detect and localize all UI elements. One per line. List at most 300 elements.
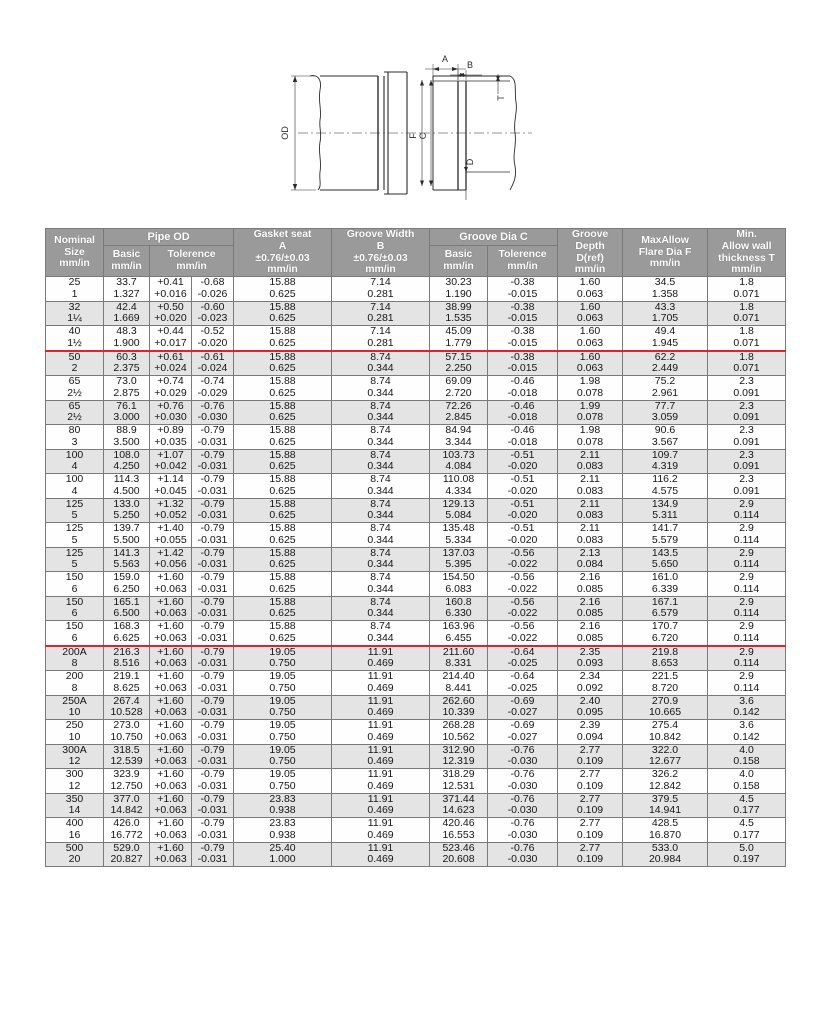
cell-groove-dia-c-basic-in: 10.562 [442,730,475,743]
cell-max-flare-dia-f-mm: 49.4 [654,325,676,337]
cell-groove-dia-c-tolerance [488,842,558,867]
cell-groove-depth-d [558,572,623,597]
cell-groove-dia-c-basic-mm: 135.48 [442,522,475,534]
cell-gasket-seat-a [234,351,332,376]
cell-groove-dia-c-tolerance [488,301,558,326]
cell-groove-dia-c-tolerance [488,671,558,696]
cell-groove-width-b-in: 0.344 [367,435,394,448]
cell-groove-depth-d [558,301,623,326]
cell-groove-depth-d [558,769,623,794]
table-row [46,351,786,376]
cell-pipe-od-tolerance-minus-in: -0.031 [197,435,228,448]
cell-pipe-od-tolerance-plus-in: +0.056 [154,558,187,571]
cell-groove-depth-d-in: 0.109 [576,804,604,817]
cell-min-wall-thickness-t-in: 0.177 [733,828,760,841]
col-header-max-flare-dia-f [623,229,708,277]
cell-nominal-size [46,818,104,843]
cell-max-flare-dia-f [623,425,708,450]
cell-pipe-od-tolerance-plus-in: +0.045 [154,484,187,497]
cell-pipe-od-tolerance-minus-in: -0.031 [197,582,228,595]
cell-groove-dia-c-basic [430,449,488,474]
cell-pipe-od-tolerance-minus-mm: -0.79 [200,768,225,780]
col-header-nominal-size [46,229,104,277]
cell-groove-dia-c-tolerance-mm: -0.46 [510,424,535,436]
cell-groove-depth-d [558,793,623,818]
cell-groove-dia-c-basic-mm: 420.46 [442,817,475,829]
cell-pipe-od-tolerance-minus-in: -0.031 [197,657,228,670]
cell-pipe-od-tolerance-plus-mm: +1.42 [157,546,184,559]
cell-groove-depth-d-mm: 2.11 [580,522,600,534]
cell-groove-dia-c-tolerance-in: -0.030 [507,828,538,841]
cell-groove-depth-d-in: 0.109 [576,755,604,768]
cell-groove-dia-c-tolerance-mm: -0.76 [510,768,535,780]
cell-groove-depth-d-mm: 2.77 [579,743,601,756]
cell-groove-depth-d-in: 0.063 [576,362,604,375]
cell-groove-depth-d [558,498,623,523]
cell-pipe-od-tolerance-plus-in: +0.063 [154,681,187,694]
cell-gasket-seat-a-in: 0.625 [269,460,296,473]
cell-groove-width-b [332,720,430,745]
cell-max-flare-dia-f-mm: 167.1 [651,595,679,608]
cell-nominal-size-mm: 100 [65,448,84,461]
cell-gasket-seat-a-in: 0.625 [269,287,296,300]
cell-pipe-od-basic-mm: 76.1 [116,399,137,412]
cell-gasket-seat-a-in: 0.750 [269,730,296,743]
cell-min-wall-thickness-t-in: 0.158 [733,779,760,792]
cell-min-wall-thickness-t-mm: 2.9 [739,546,754,559]
diagram-label-d: D [464,158,475,166]
cell-nominal-size [46,400,104,425]
cell-groove-dia-c-tolerance-mm: -0.56 [510,571,535,583]
cell-max-flare-dia-f-in: 4.575 [651,484,679,497]
cell-groove-dia-c-tolerance-in: -0.020 [507,509,538,522]
cell-groove-dia-c-tolerance-in: -0.022 [507,582,538,595]
cell-groove-dia-c-basic [430,744,488,769]
cell-pipe-od-tolerance-minus-mm: -0.79 [200,817,225,829]
cell-groove-dia-c-tolerance-mm: -0.38 [510,300,535,313]
cell-pipe-od-tolerance-minus [192,474,234,499]
cell-nominal-size [46,744,104,769]
cell-pipe-od-tolerance-minus-mm: -0.79 [200,719,225,731]
cell-nominal-size-mm: 50 [68,350,81,363]
cell-pipe-od-basic [104,400,150,425]
cell-pipe-od-tolerance-plus [150,498,192,523]
cell-gasket-seat-a-mm: 25.40 [269,841,296,854]
cell-groove-dia-c-tolerance-mm: -0.38 [510,350,535,363]
cell-min-wall-thickness-t [708,695,786,720]
cell-max-flare-dia-f-mm: 170.7 [651,620,679,632]
header-row-top [46,229,786,246]
cell-nominal-size-mm: 125 [65,522,84,534]
cell-max-flare-dia-f-mm: 219.8 [651,645,679,658]
cell-pipe-od-tolerance-plus [150,376,192,401]
col-header-groove-dia-c: Groove Dia C [430,229,558,246]
cell-groove-width-b-mm: 11.91 [367,743,394,756]
cell-groove-depth-d-in: 0.085 [576,582,604,595]
cell-min-wall-thickness-t [708,769,786,794]
cell-pipe-od-tolerance-plus-mm: +1.07 [157,448,184,461]
cell-max-flare-dia-f [623,523,708,548]
cell-groove-depth-d [558,425,623,450]
cell-pipe-od-basic-in: 6.250 [113,582,140,595]
cell-pipe-od-tolerance-plus [150,547,192,572]
cell-nominal-size-mm: 150 [65,595,84,608]
cell-groove-depth-d-in: 0.083 [576,533,604,546]
cell-pipe-od-tolerance-plus [150,695,192,720]
cell-groove-width-b [332,818,430,843]
col-header-od-basic [104,245,150,276]
cell-groove-dia-c-basic-mm: 163.96 [442,620,475,632]
cell-min-wall-thickness-t-in: 0.114 [733,509,760,522]
cell-pipe-od-basic-in: 14.842 [110,804,143,817]
cell-nominal-size [46,425,104,450]
cell-pipe-od-tolerance-plus [150,596,192,621]
cell-nominal-size-in: 8 [71,681,78,694]
cell-min-wall-thickness-t-mm: 3.6 [739,694,754,707]
col-header-od-tolerance [150,245,234,276]
cell-groove-dia-c-tolerance [488,474,558,499]
cell-pipe-od-basic-in: 12.750 [110,779,143,792]
groove-depth-line1: Groove [571,228,609,240]
cell-max-flare-dia-f-in: 8.653 [651,657,679,670]
cell-groove-dia-c-tolerance-in: -0.018 [507,411,538,424]
col-header-c-basic [430,245,488,276]
cell-groove-width-b-in: 0.281 [367,312,394,325]
cell-groove-depth-d-in: 0.063 [576,287,604,300]
cell-min-wall-thickness-t-mm: 5.0 [739,841,754,854]
cell-max-flare-dia-f-mm: 533.0 [651,841,679,854]
cell-min-wall-thickness-t-mm: 3.6 [739,719,754,731]
cell-max-flare-dia-f [623,547,708,572]
cell-groove-dia-c-tolerance-mm: -0.46 [510,375,535,387]
cell-groove-dia-c-basic [430,425,488,450]
cell-nominal-size [46,474,104,499]
cell-nominal-size-in: 2 [71,362,78,375]
cell-pipe-od-tolerance-plus [150,351,192,376]
cell-groove-dia-c-basic [430,596,488,621]
cell-groove-depth-d-mm: 2.11 [580,497,600,510]
cell-groove-depth-d-mm: 1.60 [579,350,601,363]
cell-pipe-od-tolerance-minus [192,842,234,867]
gasket-seat-line4: mm/in [267,263,298,276]
cell-groove-depth-d-in: 0.083 [576,509,604,522]
cell-groove-dia-c-basic [430,523,488,548]
cell-gasket-seat-a [234,498,332,523]
cell-groove-dia-c-tolerance [488,523,558,548]
cell-gasket-seat-a-mm: 15.88 [269,595,296,608]
cell-groove-width-b [332,449,430,474]
cell-nominal-size [46,720,104,745]
cell-pipe-od-tolerance-plus-in: +0.063 [154,657,187,670]
cell-groove-depth-d-in: 0.078 [576,411,604,424]
cell-pipe-od-tolerance-minus-mm: -0.79 [200,424,225,436]
cell-min-wall-thickness-t-mm: 1.8 [739,276,754,288]
cell-pipe-od-tolerance-plus-in: +0.063 [154,706,187,719]
cell-groove-depth-d [558,449,623,474]
cell-pipe-od-tolerance-plus-in: +0.020 [154,312,187,325]
cell-max-flare-dia-f-mm: 34.5 [654,276,676,288]
cell-groove-width-b-in: 0.469 [367,681,394,694]
cell-max-flare-dia-f-mm: 62.2 [654,350,676,363]
cell-pipe-od-tolerance-minus [192,277,234,302]
cell-gasket-seat-a-in: 0.750 [269,657,296,670]
table-row [46,572,786,597]
cell-pipe-od-tolerance-minus [192,523,234,548]
cell-min-wall-thickness-t [708,376,786,401]
diagram-label-od: OD [279,126,290,140]
cell-nominal-size-in: 1½ [67,336,82,349]
cell-groove-depth-d [558,842,623,867]
cell-min-wall-thickness-t-in: 0.114 [733,681,760,694]
cell-groove-dia-c-basic-in: 10.339 [442,706,475,719]
cell-groove-depth-d-in: 0.094 [576,730,604,743]
cell-groove-depth-d-in: 0.084 [576,558,604,571]
cell-groove-dia-c-basic-mm: 45.09 [445,325,472,337]
cell-groove-width-b-in: 0.344 [367,607,394,620]
cell-gasket-seat-a-in: 0.625 [269,411,296,424]
cell-groove-width-b-in: 0.344 [367,558,394,571]
cell-max-flare-dia-f-mm: 270.9 [651,694,679,707]
cell-pipe-od-basic-in: 1.900 [113,336,140,349]
cell-gasket-seat-a-mm: 15.88 [269,424,296,436]
cell-groove-dia-c-tolerance [488,744,558,769]
cell-pipe-od-tolerance-minus-in: -0.030 [197,411,228,424]
cell-groove-dia-c-basic [430,547,488,572]
cell-pipe-od-tolerance-minus-in: -0.031 [197,730,228,743]
cell-groove-width-b [332,769,430,794]
cell-pipe-od-basic-in: 5.563 [113,558,140,571]
cell-pipe-od-tolerance-minus-mm: -0.79 [200,670,225,682]
cell-min-wall-thickness-t [708,523,786,548]
table-row [46,425,786,450]
cell-pipe-od-tolerance-plus-in: +0.063 [154,779,187,792]
cell-groove-depth-d [558,596,623,621]
cell-pipe-od-tolerance-minus-in: -0.031 [197,607,228,620]
cell-min-wall-thickness-t [708,744,786,769]
cell-nominal-size-in: 14 [68,804,81,817]
cell-pipe-od-tolerance-plus-in: +0.024 [154,362,187,375]
cell-groove-width-b [332,400,430,425]
cell-pipe-od-basic-in: 2.375 [113,362,140,375]
cell-max-flare-dia-f-mm: 134.9 [651,497,679,510]
cell-groove-depth-d-mm: 2.77 [579,792,601,805]
cell-max-flare-dia-f-mm: 143.5 [651,546,679,559]
cell-pipe-od-basic-in: 3.000 [113,411,140,424]
cell-pipe-od-basic-mm: 33.7 [116,276,137,288]
cell-pipe-od-tolerance-minus [192,818,234,843]
cell-max-flare-dia-f [623,842,708,867]
cell-pipe-od-tolerance-plus-mm: +1.40 [157,522,184,534]
cell-groove-dia-c-basic [430,769,488,794]
cell-pipe-od-tolerance-minus [192,400,234,425]
table-row [46,400,786,425]
cell-groove-dia-c-tolerance [488,793,558,818]
cell-groove-dia-c-tolerance-mm: -0.76 [510,841,535,854]
cell-groove-dia-c-tolerance-mm: -0.38 [510,325,535,337]
cell-groove-dia-c-tolerance-in: -0.015 [507,336,538,349]
table-row [46,842,786,867]
cell-nominal-size-in: 5 [71,509,78,522]
cell-pipe-od-tolerance-minus [192,769,234,794]
cell-gasket-seat-a-in: 0.938 [269,804,296,817]
cell-pipe-od-tolerance-plus-mm: +1.60 [157,645,184,658]
cell-min-wall-thickness-t-mm: 4.5 [739,817,754,829]
cell-pipe-od-basic [104,646,150,671]
cell-pipe-od-basic [104,671,150,696]
cell-groove-dia-c-tolerance-mm: -0.38 [510,276,535,288]
cell-nominal-size-in: 4 [71,460,78,473]
cell-groove-depth-d [558,277,623,302]
cell-groove-depth-d-in: 0.083 [576,484,604,497]
cell-pipe-od-tolerance-minus [192,425,234,450]
cell-nominal-size-in: 4 [71,484,78,497]
cell-groove-width-b-mm: 11.91 [367,817,394,829]
cell-groove-width-b-mm: 11.91 [367,670,394,682]
cell-pipe-od-basic-mm: 377.0 [113,792,140,805]
cell-nominal-size [46,842,104,867]
cell-pipe-od-basic-in: 10.750 [110,730,143,743]
cell-pipe-od-tolerance-plus-in: +0.055 [154,533,187,546]
cell-gasket-seat-a-in: 0.625 [269,607,296,620]
cell-groove-dia-c-basic-in: 5.334 [445,533,472,546]
cell-gasket-seat-a-mm: 19.05 [269,645,296,658]
cell-groove-dia-c-basic-mm: 38.99 [445,300,472,313]
cell-groove-depth-d-mm: 2.16 [579,571,601,583]
cell-groove-dia-c-tolerance [488,400,558,425]
cell-gasket-seat-a-in: 0.625 [269,484,296,497]
cell-pipe-od-tolerance-minus [192,671,234,696]
cell-groove-width-b-mm: 11.91 [367,645,394,658]
cell-groove-dia-c-tolerance [488,818,558,843]
cell-pipe-od-tolerance-plus-in: +0.016 [154,287,187,300]
max-flare-line3: mm/in [649,257,681,270]
cell-groove-dia-c-basic-in: 16.553 [442,828,475,841]
cell-max-flare-dia-f [623,376,708,401]
cell-groove-width-b [332,596,430,621]
cell-groove-dia-c-basic-in: 6.330 [445,607,472,620]
col-header-groove-depth-d [558,229,623,277]
cell-pipe-od-tolerance-plus [150,793,192,818]
cell-groove-depth-d-mm: 2.77 [579,817,601,829]
col-header-c-tolerance [488,245,558,276]
cell-pipe-od-tolerance-plus [150,818,192,843]
cell-pipe-od-tolerance-minus-in: -0.029 [197,386,228,399]
cell-groove-depth-d-in: 0.085 [576,631,604,644]
cell-groove-dia-c-tolerance-in: -0.030 [507,755,538,768]
cell-max-flare-dia-f [623,277,708,302]
cell-groove-depth-d-in: 0.063 [576,312,604,325]
cell-max-flare-dia-f [623,326,708,351]
cell-pipe-od-tolerance-plus-in: +0.017 [154,336,187,349]
cell-max-flare-dia-f-in: 16.870 [648,828,682,841]
cell-gasket-seat-a-in: 0.625 [269,509,296,522]
cell-gasket-seat-a [234,744,332,769]
cell-max-flare-dia-f-in: 2.961 [651,386,679,399]
cell-min-wall-thickness-t [708,720,786,745]
cell-groove-dia-c-tolerance [488,376,558,401]
cell-min-wall-thickness-t-mm: 2.9 [739,571,754,583]
cell-groove-dia-c-basic-mm: 129.13 [442,497,475,510]
cell-max-flare-dia-f-in: 4.319 [651,460,679,473]
cell-groove-width-b-mm: 8.74 [370,571,391,583]
cell-pipe-od-basic-mm: 216.3 [113,645,140,658]
cell-groove-width-b-mm: 8.74 [370,473,391,485]
cell-nominal-size-mm: 200 [65,670,84,682]
cell-groove-dia-c-tolerance-in: -0.018 [507,386,538,399]
cell-gasket-seat-a [234,596,332,621]
diagram-label-c: C [417,132,428,140]
cell-gasket-seat-a-mm: 23.83 [269,792,296,805]
cell-groove-width-b-mm: 7.14 [370,300,391,313]
cell-pipe-od-tolerance-plus-mm: +1.60 [157,743,184,756]
cell-pipe-od-tolerance-plus-mm: +1.32 [157,497,184,510]
cell-gasket-seat-a [234,720,332,745]
cell-pipe-od-tolerance-plus [150,523,192,548]
groove-width-line1: Groove Width [346,228,415,240]
cell-groove-dia-c-tolerance [488,572,558,597]
cell-max-flare-dia-f-in: 5.579 [651,533,679,546]
cell-groove-width-b-mm: 8.74 [370,620,391,632]
cell-pipe-od-basic [104,793,150,818]
cell-groove-depth-d [558,523,623,548]
cell-min-wall-thickness-t [708,326,786,351]
cell-groove-dia-c-tolerance-in: -0.030 [507,804,538,817]
cell-groove-width-b [332,301,430,326]
cell-min-wall-thickness-t-in: 0.114 [733,533,760,546]
cell-min-wall-thickness-t-in: 0.071 [733,287,760,300]
table-row [46,793,786,818]
cell-max-flare-dia-f-in: 10.665 [648,706,682,719]
cell-pipe-od-tolerance-minus [192,646,234,671]
cell-groove-width-b [332,547,430,572]
table-row [46,695,786,720]
cell-pipe-od-basic-in: 5.500 [113,533,140,546]
cell-pipe-od-tolerance-minus-mm: -0.79 [200,841,225,854]
cell-nominal-size [46,523,104,548]
table-row [46,301,786,326]
cell-groove-dia-c-tolerance-in: -0.022 [507,607,538,620]
od-basic-unit: mm/in [111,259,142,272]
cell-min-wall-thickness-t-in: 0.177 [733,804,760,817]
cell-groove-width-b-mm: 8.74 [370,522,391,534]
cell-groove-width-b-in: 0.469 [367,779,394,792]
cell-nominal-size-mm: 25 [68,276,81,288]
cell-pipe-od-tolerance-minus-mm: -0.74 [200,375,225,387]
cell-min-wall-thickness-t-mm: 4.0 [739,743,754,756]
table-row [46,646,786,671]
cell-nominal-size-in: 20 [68,853,81,866]
groove-depth-line2: Depth [575,239,605,252]
cell-min-wall-thickness-t-mm: 2.3 [739,448,754,461]
cell-min-wall-thickness-t-in: 0.114 [733,582,760,595]
col-header-pipe-od: Pipe OD [104,229,234,246]
cell-groove-width-b-in: 0.344 [367,386,394,399]
cell-pipe-od-tolerance-minus [192,449,234,474]
cell-pipe-od-tolerance-plus [150,400,192,425]
cell-groove-width-b [332,621,430,646]
cell-groove-width-b-in: 0.344 [367,484,394,497]
diagram-label-t: T [495,95,506,101]
cell-max-flare-dia-f-mm: 379.5 [651,792,679,805]
cell-pipe-od-basic [104,621,150,646]
cell-pipe-od-tolerance-plus-in: +0.029 [154,386,187,399]
cell-pipe-od-tolerance-minus-in: -0.020 [197,336,228,349]
cell-gasket-seat-a-mm: 15.88 [269,300,296,313]
cell-gasket-seat-a-mm: 19.05 [269,743,296,756]
cell-min-wall-thickness-t-in: 0.142 [733,706,760,719]
cell-groove-dia-c-tolerance [488,277,558,302]
cell-pipe-od-basic-mm: 426.0 [113,817,140,829]
